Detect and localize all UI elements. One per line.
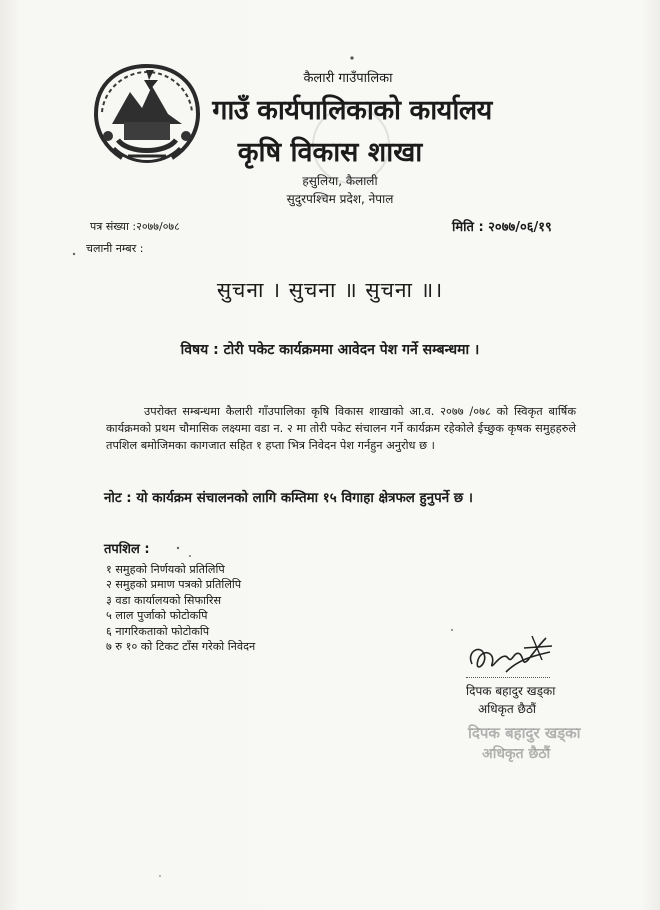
body-paragraph: उपरोक्त सम्बन्धमा कैलारी गाँउपालिका कृषि विकास शाखाको आ.व. २०७७ /०७८ को स्विकृत बार्षिक कार्यक्रमको प्रथम चौमासिक लक्ष्यमा वडा न. २ मा तोरी पकेट संचालन गर्ने कार्यक्रम रहेकोले ईच्छुक कृषक समुहहरुले तपशिल बमोजिमका कागजात सहित १ हप्ता भित्र निवेदन पेश गर्नहुन अनुरोध छ । — [106, 405, 576, 452]
subject-line: विषय : टोरी पकेट कार्यक्रममा आवेदन पेश गर्ने सम्बन्धमा । — [180, 342, 480, 358]
address-line-2: सुदुरपश्चिम प्रदेश, नेपाल — [286, 192, 394, 206]
office-name: गाउँ कार्यपालिकाको कार्यालय — [212, 95, 492, 126]
list-item: १ समुहको निर्णयको प्रतिलिपि — [106, 563, 225, 576]
signatory-name: दिपक बहादुर खड्का — [466, 684, 556, 698]
stamp-title: अधिकृत छैठौं — [482, 746, 551, 762]
signatory-title: अधिकृत छैठौं — [478, 702, 537, 716]
list-item: ७ रु १० को टिकट टाँस गरेको निवेदन — [106, 640, 256, 654]
notice-heading: सुचना । सुचना ॥ सुचना ॥। — [216, 278, 444, 302]
list-item: २ समुहको प्रमाण पत्रको प्रतिलिपि — [106, 578, 242, 592]
signature-line — [466, 677, 550, 678]
note-line: नोट : यो कार्यक्रम संचालनको लागि कम्तिमा १५ विगाहा क्षेत्रफल हुनुपर्ने छ । — [104, 491, 473, 506]
branch-name: कृषि विकास शाखा — [237, 137, 423, 168]
document-list — [106, 562, 255, 654]
municipality-name: कैलारी गाउँपालिका — [303, 71, 393, 86]
signature-scribble — [462, 630, 558, 682]
letter-date: मिति : २०७७/०६/१९ — [452, 220, 552, 235]
stamp-name: दिपक बहादुर खड्का — [468, 724, 581, 742]
address-line-1: हसुलिया, कैलाली — [302, 174, 378, 188]
list-title: तपशिल : — [104, 542, 150, 557]
reference-number: पत्र संख्या :२०७७/०७८ — [90, 220, 180, 233]
list-item: ६ नागरिकताको फोटोकपि — [106, 624, 210, 638]
dispatch-number: चलानी नम्बर : — [86, 242, 144, 255]
list-item: ५ लाल पुर्जाको फोटोकपि — [106, 609, 208, 623]
list-item: ३ वडा कार्यालयको सिफारिस — [106, 593, 222, 607]
